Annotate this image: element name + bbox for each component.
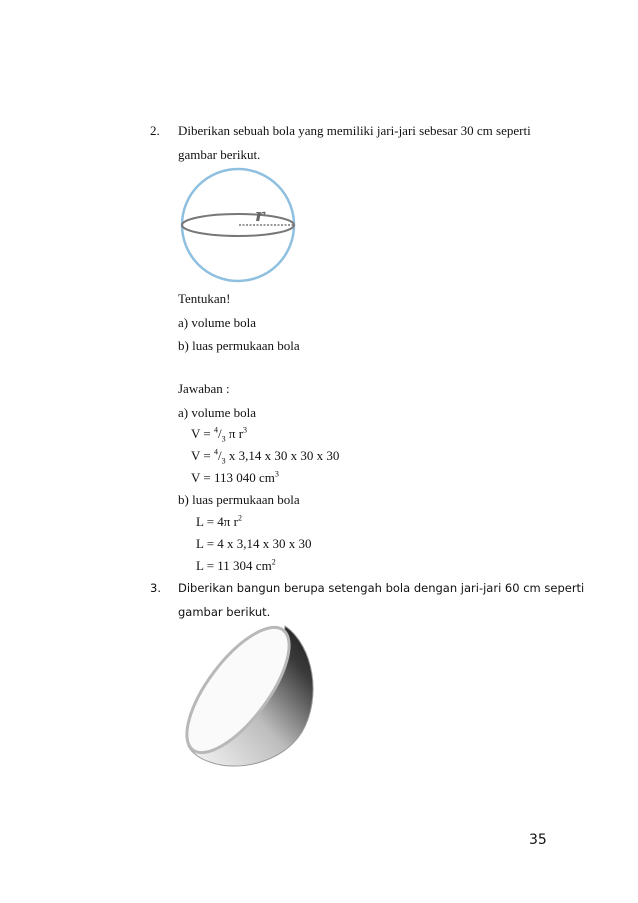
- volume-result: V = 113 040 $cm^3$: [191, 469, 279, 485]
- hemisphere-figure: [172, 620, 322, 772]
- answer-a-heading: a) volume bola: [178, 405, 256, 420]
- area-result: L = 11 304 $cm^2$: [196, 557, 276, 573]
- problem-2-text-line-1: Diberikan sebuah bola yang memiliki jari-jari sebesar 30 cm seperti: [178, 123, 531, 138]
- area-formula: L = 4π $r^2$: [196, 513, 242, 529]
- volume-substitution: $V = ^4/_3$ x 3,14 x 30 x 30 x 30: [191, 447, 340, 466]
- radius-label: r: [255, 205, 265, 226]
- area-substitution: L = 4 x 3,14 x 30 x 30: [196, 536, 312, 551]
- task-a: a) volume bola: [178, 315, 256, 330]
- task-b: b) luas permukaan bola: [178, 338, 300, 353]
- volume-formula: $V = ^4/_3$ π $r^3$: [191, 425, 248, 444]
- sphere-figure: [175, 166, 301, 286]
- answer-heading: Jawaban :: [178, 381, 230, 396]
- problem-2-number: 2.: [150, 123, 160, 138]
- problem-3-text-line-2: gambar berikut.: [178, 605, 271, 619]
- answer-b-heading: b) luas permukaan bola: [178, 492, 300, 507]
- problem-3-text-line-1: Diberikan bangun berupa setengah bola dengan jari-jari 60 cm seperti: [178, 581, 585, 595]
- task-heading: Tentukan!: [178, 291, 231, 306]
- problem-2-text-line-2: gambar berikut.: [178, 147, 261, 162]
- problem-3-number: 3.: [150, 581, 161, 595]
- page-number: 35: [529, 832, 547, 848]
